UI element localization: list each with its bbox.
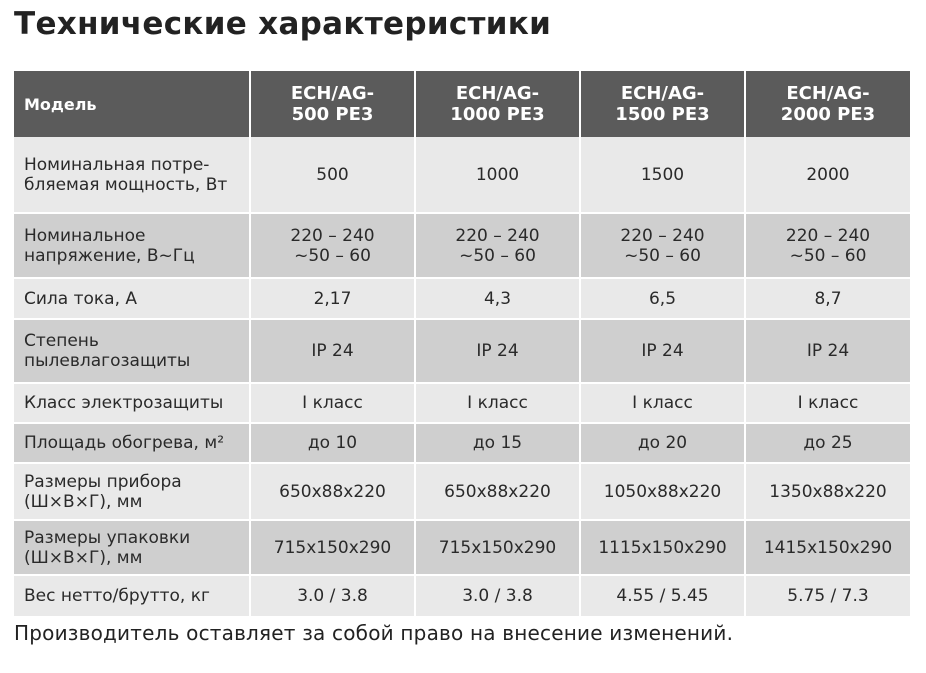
row-value: 1050x88x220: [580, 463, 745, 520]
row-value: 1115x150x290: [580, 520, 745, 575]
header-model-name: ECH/AG- 1500 PE3: [580, 71, 745, 137]
specs-table: [14, 71, 910, 616]
row-label: Сила тока, А: [14, 278, 250, 319]
row-value: 3.0 / 3.8: [250, 575, 415, 616]
row-label: Номинальное напряжение, В~Гц: [14, 213, 250, 278]
header-model-name: ECH/AG- 2000 PE3: [745, 71, 910, 137]
disclaimer-text: Производитель оставляет за собой право на внесение изменений.: [14, 621, 734, 645]
row-value: 6,5: [580, 278, 745, 319]
row-value: 4,3: [415, 278, 580, 319]
row-value: 715x150x290: [415, 520, 580, 575]
row-value: I класс: [745, 383, 910, 423]
row-label: Размеры упаковки (Ш×В×Г), мм: [14, 520, 250, 575]
table-row: [14, 575, 910, 616]
row-value: 1000: [415, 137, 580, 213]
row-value: IP 24: [580, 319, 745, 383]
header-model-label: Модель: [14, 71, 250, 137]
row-value: до 15: [415, 423, 580, 463]
row-value: 220 – 240 ~50 – 60: [250, 213, 415, 278]
row-value: IP 24: [415, 319, 580, 383]
row-value: до 10: [250, 423, 415, 463]
row-value: 1415x150x290: [745, 520, 910, 575]
row-value: IP 24: [745, 319, 910, 383]
row-value: до 25: [745, 423, 910, 463]
row-value: I класс: [250, 383, 415, 423]
table-row: [14, 520, 910, 575]
row-value: 650x88x220: [415, 463, 580, 520]
table-row: [14, 423, 910, 463]
table-row: [14, 319, 910, 383]
page-title: Технические характеристики: [14, 6, 552, 42]
table-row: [14, 213, 910, 278]
row-value: 1350x88x220: [745, 463, 910, 520]
row-value: 4.55 / 5.45: [580, 575, 745, 616]
row-value: 8,7: [745, 278, 910, 319]
row-value: I класс: [415, 383, 580, 423]
row-value: 2,17: [250, 278, 415, 319]
row-label: Вес нетто/брутто, кг: [14, 575, 250, 616]
row-value: 500: [250, 137, 415, 213]
row-label: Площадь обогрева, м²: [14, 423, 250, 463]
row-value: 650x88x220: [250, 463, 415, 520]
row-value: 715x150x290: [250, 520, 415, 575]
row-value: 2000: [745, 137, 910, 213]
table-header-row: [14, 71, 910, 137]
row-value: 220 – 240 ~50 – 60: [745, 213, 910, 278]
header-model-name: ECH/AG- 500 PE3: [250, 71, 415, 137]
row-value: 3.0 / 3.8: [415, 575, 580, 616]
row-value: 5.75 / 7.3: [745, 575, 910, 616]
row-value: до 20: [580, 423, 745, 463]
row-label: Номинальная потре- бляемая мощность, Вт: [14, 137, 250, 213]
header-model-name: ECH/AG- 1000 PE3: [415, 71, 580, 137]
table-row: [14, 383, 910, 423]
table-row: [14, 137, 910, 213]
row-value: IP 24: [250, 319, 415, 383]
row-value: I класс: [580, 383, 745, 423]
row-value: 220 – 240 ~50 – 60: [580, 213, 745, 278]
row-value: 1500: [580, 137, 745, 213]
row-label: Размеры прибора (Ш×В×Г), мм: [14, 463, 250, 520]
table-row: [14, 463, 910, 520]
row-label: Класс электрозащиты: [14, 383, 250, 423]
row-value: 220 – 240 ~50 – 60: [415, 213, 580, 278]
table-row: [14, 278, 910, 319]
row-label: Степень пылевлагозащиты: [14, 319, 250, 383]
